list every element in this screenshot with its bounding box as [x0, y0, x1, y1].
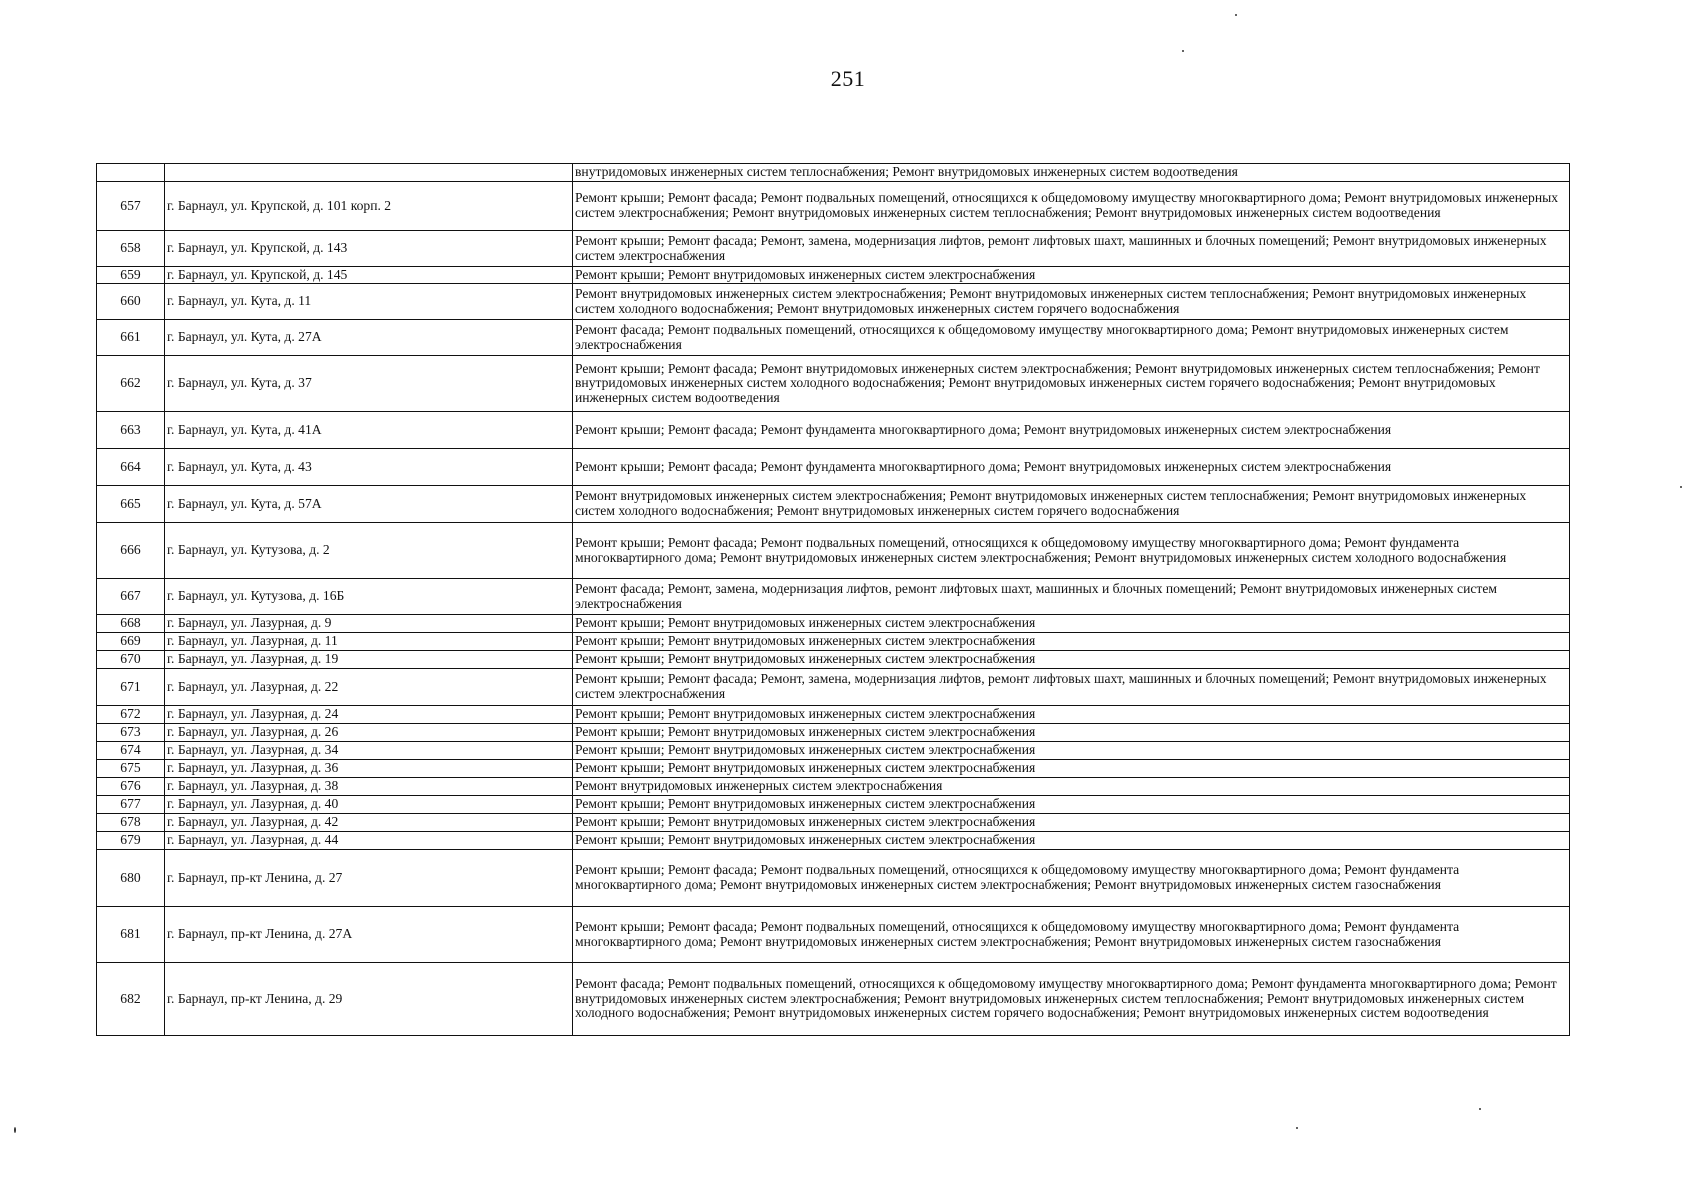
table-row	[97, 832, 1570, 850]
works-cell: Ремонт внутридомовых инженерных систем электроснабжения	[573, 778, 1570, 796]
table-row	[97, 486, 1570, 523]
table-body	[97, 164, 1570, 1036]
address-cell: г. Барнаул, ул. Кута, д. 57А	[165, 486, 573, 523]
row-number-cell: 664	[97, 449, 165, 486]
row-number-cell: 667	[97, 579, 165, 615]
table-row	[97, 633, 1570, 651]
row-number-cell: 682	[97, 963, 165, 1036]
address-cell: г. Барнаул, ул. Кута, д. 37	[165, 356, 573, 412]
works-cell: Ремонт внутридомовых инженерных систем электроснабжения; Ремонт внутридомовых инженерных систем теплоснабжения; Ремонт внутридомовых инженерных систем холодного водоснабжения; Ремонт внутридомовых инженерных систем горячего водоснабжения	[573, 486, 1570, 523]
address-cell: г. Барнаул, ул. Кута, д. 43	[165, 449, 573, 486]
table-row	[97, 850, 1570, 907]
row-number-cell: 659	[97, 267, 165, 284]
scan-speck	[1680, 486, 1682, 488]
address-cell	[165, 164, 573, 182]
works-cell: Ремонт крыши; Ремонт фасада; Ремонт фундамента многоквартирного дома; Ремонт внутридомовых инженерных систем электроснабжения	[573, 449, 1570, 486]
table-row	[97, 907, 1570, 963]
table-row	[97, 412, 1570, 449]
row-number-cell: 666	[97, 523, 165, 579]
address-cell: г. Барнаул, ул. Лазурная, д. 26	[165, 724, 573, 742]
address-cell: г. Барнаул, ул. Лазурная, д. 9	[165, 615, 573, 633]
address-cell: г. Барнаул, ул. Крупской, д. 145	[165, 267, 573, 284]
row-number-cell: 670	[97, 651, 165, 669]
address-cell: г. Барнаул, ул. Кутузова, д. 16Б	[165, 579, 573, 615]
row-number-cell: 669	[97, 633, 165, 651]
works-cell: Ремонт фасада; Ремонт, замена, модернизация лифтов, ремонт лифтовых шахт, машинных и блочных помещений; Ремонт внутридомовых инженерных систем электроснабжения	[573, 579, 1570, 615]
works-cell: Ремонт крыши; Ремонт внутридомовых инженерных систем электроснабжения	[573, 267, 1570, 284]
address-cell: г. Барнаул, ул. Крупской, д. 143	[165, 231, 573, 267]
row-number-cell: 681	[97, 907, 165, 963]
row-number-cell: 661	[97, 320, 165, 356]
works-cell: Ремонт крыши; Ремонт внутридомовых инженерных систем электроснабжения	[573, 760, 1570, 778]
works-cell: Ремонт фасада; Ремонт подвальных помещений, относящихся к общедомовому имуществу многоквартирного дома; Ремонт внутридомовых инженерных систем электроснабжения	[573, 320, 1570, 356]
works-cell: Ремонт крыши; Ремонт внутридомовых инженерных систем электроснабжения	[573, 832, 1570, 850]
row-number-cell	[97, 164, 165, 182]
works-cell: Ремонт крыши; Ремонт фасада; Ремонт фундамента многоквартирного дома; Ремонт внутридомовых инженерных систем электроснабжения	[573, 412, 1570, 449]
table-row	[97, 963, 1570, 1036]
row-number-cell: 676	[97, 778, 165, 796]
repair-works-table	[96, 163, 1570, 1036]
address-cell: г. Барнаул, ул. Кута, д. 41А	[165, 412, 573, 449]
works-cell: Ремонт крыши; Ремонт фасада; Ремонт подвальных помещений, относящихся к общедомовому имуществу многоквартирного дома; Ремонт внутридомовых инженерных систем электроснабжения; Ремонт внутридомовых инженерных систем теплоснабжения; Ремонт внутридомовых инженерных систем водоотведения	[573, 182, 1570, 231]
works-cell: Ремонт крыши; Ремонт внутридомовых инженерных систем электроснабжения	[573, 706, 1570, 724]
table-row	[97, 778, 1570, 796]
table-row	[97, 231, 1570, 267]
row-number-cell: 680	[97, 850, 165, 907]
row-number-cell: 662	[97, 356, 165, 412]
address-cell: г. Барнаул, ул. Кутузова, д. 2	[165, 523, 573, 579]
address-cell: г. Барнаул, пр-кт Ленина, д. 27А	[165, 907, 573, 963]
table-row	[97, 449, 1570, 486]
table-row	[97, 814, 1570, 832]
scan-speck	[1479, 1108, 1481, 1110]
row-number-cell: 668	[97, 615, 165, 633]
works-cell: Ремонт крыши; Ремонт внутридомовых инженерных систем электроснабжения	[573, 633, 1570, 651]
address-cell: г. Барнаул, пр-кт Ленина, д. 27	[165, 850, 573, 907]
table-row	[97, 796, 1570, 814]
row-number-cell: 665	[97, 486, 165, 523]
table-row	[97, 182, 1570, 231]
row-number-cell: 678	[97, 814, 165, 832]
row-number-cell: 672	[97, 706, 165, 724]
table-row	[97, 669, 1570, 706]
row-number-cell: 663	[97, 412, 165, 449]
works-cell: Ремонт крыши; Ремонт фасада; Ремонт внутридомовых инженерных систем электроснабжения; Ремонт внутридомовых инженерных систем теплоснабжения; Ремонт внутридомовых инженерных систем холодного водоснабжения; Ремонт внутридомовых инженерных систем горячего водоснабжения; Ремонт внутридомовых инженерных систем водоотведения	[573, 356, 1570, 412]
table-row	[97, 267, 1570, 284]
table-row	[97, 760, 1570, 778]
row-number-cell: 677	[97, 796, 165, 814]
works-cell: Ремонт крыши; Ремонт фасада; Ремонт подвальных помещений, относящихся к общедомовому имуществу многоквартирного дома; Ремонт фундамента многоквартирного дома; Ремонт внутридомовых инженерных систем электроснабжения; Ремонт внутридомовых инженерных систем газоснабжения	[573, 907, 1570, 963]
scan-speck	[1296, 1127, 1298, 1129]
scan-speck	[1235, 14, 1237, 16]
table-row	[97, 706, 1570, 724]
scan-speck	[1182, 50, 1184, 52]
works-cell: Ремонт внутридомовых инженерных систем электроснабжения; Ремонт внутридомовых инженерных систем теплоснабжения; Ремонт внутридомовых инженерных систем холодного водоснабжения; Ремонт внутридомовых инженерных систем горячего водоснабжения	[573, 284, 1570, 320]
row-number-cell: 658	[97, 231, 165, 267]
table-row	[97, 651, 1570, 669]
works-cell: Ремонт крыши; Ремонт внутридомовых инженерных систем электроснабжения	[573, 651, 1570, 669]
table-row	[97, 164, 1570, 182]
address-cell: г. Барнаул, ул. Крупской, д. 101 корп. 2	[165, 182, 573, 231]
address-cell: г. Барнаул, ул. Кута, д. 11	[165, 284, 573, 320]
table-row	[97, 724, 1570, 742]
works-cell: Ремонт крыши; Ремонт внутридомовых инженерных систем электроснабжения	[573, 814, 1570, 832]
row-number-cell: 679	[97, 832, 165, 850]
address-cell: г. Барнаул, ул. Кута, д. 27А	[165, 320, 573, 356]
works-cell: внутридомовых инженерных систем теплоснабжения; Ремонт внутридомовых инженерных систем водоотведения	[573, 164, 1570, 182]
table-row	[97, 579, 1570, 615]
row-number-cell: 674	[97, 742, 165, 760]
page-number: 251	[830, 66, 866, 91]
row-number-cell: 675	[97, 760, 165, 778]
address-cell: г. Барнаул, ул. Лазурная, д. 24	[165, 706, 573, 724]
address-cell: г. Барнаул, ул. Лазурная, д. 36	[165, 760, 573, 778]
table-row	[97, 523, 1570, 579]
row-number-cell: 657	[97, 182, 165, 231]
address-cell: г. Барнаул, ул. Лазурная, д. 38	[165, 778, 573, 796]
address-cell: г. Барнаул, ул. Лазурная, д. 19	[165, 651, 573, 669]
address-cell: г. Барнаул, ул. Лазурная, д. 22	[165, 669, 573, 706]
table-row	[97, 356, 1570, 412]
works-cell: Ремонт крыши; Ремонт внутридомовых инженерных систем электроснабжения	[573, 742, 1570, 760]
works-cell: Ремонт крыши; Ремонт внутридомовых инженерных систем электроснабжения	[573, 724, 1570, 742]
works-cell: Ремонт крыши; Ремонт фасада; Ремонт подвальных помещений, относящихся к общедомовому имуществу многоквартирного дома; Ремонт фундамента многоквартирного дома; Ремонт внутридомовых инженерных систем электроснабжения; Ремонт внутридомовых инженерных систем газоснабжения	[573, 850, 1570, 907]
table-row	[97, 320, 1570, 356]
table-row	[97, 742, 1570, 760]
works-cell: Ремонт крыши; Ремонт внутридомовых инженерных систем электроснабжения	[573, 615, 1570, 633]
works-cell: Ремонт крыши; Ремонт фасада; Ремонт, замена, модернизация лифтов, ремонт лифтовых шахт, машинных и блочных помещений; Ремонт внутридомовых инженерных систем электроснабжения	[573, 231, 1570, 267]
row-number-cell: 660	[97, 284, 165, 320]
address-cell: г. Барнаул, ул. Лазурная, д. 11	[165, 633, 573, 651]
address-cell: г. Барнаул, ул. Лазурная, д. 44	[165, 832, 573, 850]
works-cell: Ремонт крыши; Ремонт фасада; Ремонт подвальных помещений, относящихся к общедомовому имуществу многоквартирного дома; Ремонт фундамента многоквартирного дома; Ремонт внутридомовых инженерных систем электроснабжения; Ремонт внутридомовых инженерных систем холодного водоснабжения	[573, 523, 1570, 579]
address-cell: г. Барнаул, пр-кт Ленина, д. 29	[165, 963, 573, 1036]
table-row	[97, 615, 1570, 633]
row-number-cell: 673	[97, 724, 165, 742]
address-cell: г. Барнаул, ул. Лазурная, д. 42	[165, 814, 573, 832]
table-row	[97, 284, 1570, 320]
scan-speck	[14, 1127, 16, 1133]
works-cell: Ремонт фасада; Ремонт подвальных помещений, относящихся к общедомовому имуществу многоквартирного дома; Ремонт фундамента многоквартирного дома; Ремонт внутридомовых инженерных систем электроснабжения; Ремонт внутридомовых инженерных систем теплоснабжения; Ремонт внутридомовых инженерных систем холодного водоснабжения; Ремонт внутридомовых инженерных систем горячего водоснабжения; Ремонт внутридомовых инженерных систем водоотведения	[573, 963, 1570, 1036]
address-cell: г. Барнаул, ул. Лазурная, д. 40	[165, 796, 573, 814]
row-number-cell: 671	[97, 669, 165, 706]
works-cell: Ремонт крыши; Ремонт внутридомовых инженерных систем электроснабжения	[573, 796, 1570, 814]
works-cell: Ремонт крыши; Ремонт фасада; Ремонт, замена, модернизация лифтов, ремонт лифтовых шахт, машинных и блочных помещений; Ремонт внутридомовых инженерных систем электроснабжения	[573, 669, 1570, 706]
address-cell: г. Барнаул, ул. Лазурная, д. 34	[165, 742, 573, 760]
